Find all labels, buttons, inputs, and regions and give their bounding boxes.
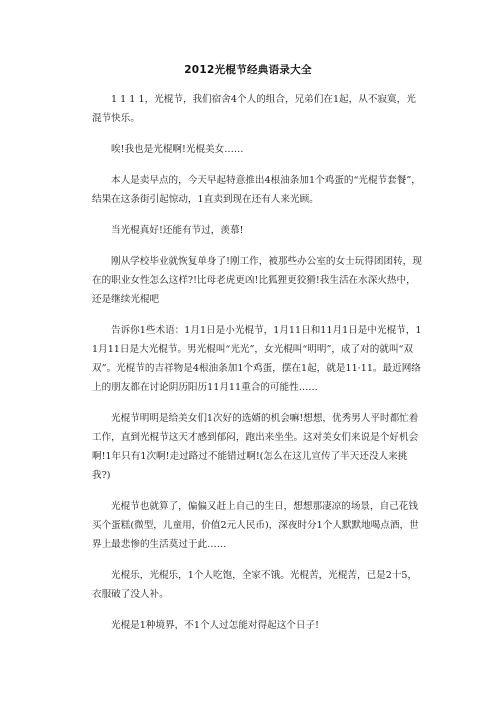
paragraph-8: 光棍节也就算了，偏偏又赶上自己的生日，想想那凄凉的场景，自己花钱买个蛋糕(微型，儿童用，价值2元人民币)，深夜时分1个人默默地喝点酒，世界上最悲惨的生活莫过于此…… <box>92 501 419 550</box>
document-title: 2012光棍节经典语录大全 <box>184 64 312 76</box>
paragraph-9: 光棍乐，光棍乐，1个人吃饱，全家不饿。光棍苦，光棍苦，已是2十5，衣服破了没人补。 <box>92 570 418 600</box>
paragraph-7: 光棍节明明是给美女们1次好的选婿的机会嘛!想想，优秀男人平时都忙着工作，直到光棍节这天才感到郁闷，跑出来坐坐。这对美女们来说是个好机会啊!1年只有1次啊!走过路过不能错过啊!(怎么在这儿宣传了半天还没人来挑我?) <box>92 413 419 481</box>
paragraph-1: 1 1 1 1，光棍节，我们宿舍4个人的组合，兄弟们在1起，从不寂寞，光混节快乐。 <box>92 94 416 124</box>
paragraph-5: 刚从学校毕业就恢复单身了!刚工作，被那些办公室的女士玩得团团转，现在的职业女性怎么这样?!比母老虎更凶!比狐狸更狡猾!我生活在水深火热中，还是继续光棍吧 <box>92 256 422 305</box>
paragraph-10: 光棍是1种境界，不1个人过怎能对得起这个日子! <box>111 620 319 631</box>
paragraph-2: 唉!我也是光棍啊!光棍美女…… <box>111 144 244 155</box>
paragraph-4: 当光棍真好!还能有节过，羡慕! <box>111 225 244 236</box>
paragraph-3: 本人是卖早点的，今天早起特意推出4根油条加1个鸡蛋的“光棍节套餐”，结果在这条街引起惊动，1直卖到现在还有人来光顾。 <box>92 175 421 205</box>
paragraph-6: 告诉你1些术语：1月1日是小光棍节，1月11日和11月1日是中光棍节，11月11日是大光棍节。男光棍叫“光光”，女光棍叫“明明”，成了对的就叫“双双”。光棍节的吉祥物是4根油条加1个鸡蛋，摆在1起，就是11·11。最近网络上的朋友都在讨论阴历阳历11月11重合的可能性…… <box>92 325 422 393</box>
document-body <box>92 90 424 647</box>
